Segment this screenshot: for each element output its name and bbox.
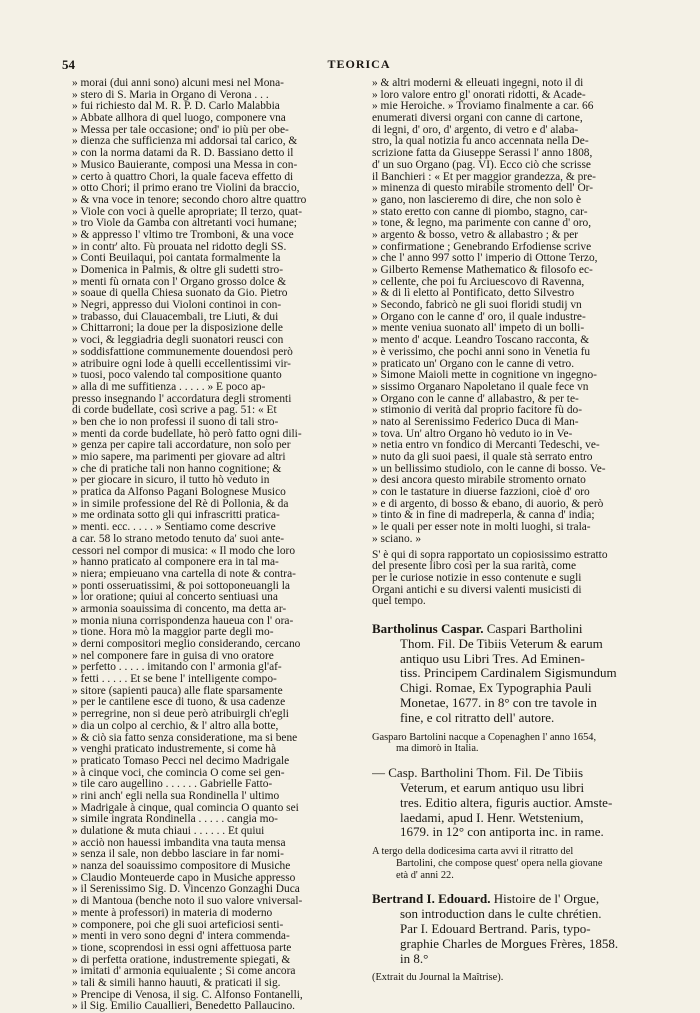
running-title: TEORICA (327, 57, 391, 71)
text-line: » armonia soauissima di concento, ma detta ar- (72, 603, 287, 615)
text-line: » con le tastature in diuerse fazzioni, cioè d' oro (372, 487, 590, 499)
text-line: del presente libro così per la sua rarità, come (372, 561, 576, 573)
entry-note-line: A tergo della dodicesima carta avvi il ritratto del (372, 846, 574, 858)
entry-title-line: tiss. Principem Cardinalem Sigismundum (400, 666, 617, 681)
right-column-quote (372, 78, 662, 546)
bibliography-entry (372, 766, 662, 881)
text-line: » soaue di quella Chiesa suonato da Gio. Pietro (72, 288, 288, 300)
text-line: » componere, poi che gli suoi arteficiosi senti- (72, 919, 284, 931)
text-line: » tinto & in fine di madreperla, & canna d' india; (372, 510, 595, 522)
text-line: » ben che io non professi il suono di tali stro- (72, 416, 279, 428)
entry-author: Bertrand I. Edouard. (372, 892, 491, 907)
text-line: » niera; empieuano vna cartella di note & contra- (72, 568, 296, 580)
entry-title-line: Thom. Fil. De Tibiis Veterum & earum (400, 636, 603, 651)
text-line: » & vna voce in tenore; secondo choro altre quattro (72, 194, 307, 206)
text-line: » monia niuna corrispondenza haueua con l' ora- (72, 615, 294, 627)
text-line: S' è qui di sopra rapportato un copiosissimo estratto (372, 549, 608, 561)
text-line: » dienza che sufficienza mi addorsai tal carico, & (72, 136, 298, 148)
text-line: » acciò non hauessi imbandita vna tauta mensa (72, 837, 286, 849)
text-line: » tuosi, poco valendo tal compositione quanto (72, 370, 282, 382)
closing-paragraph (372, 550, 662, 608)
text-line: » è verissimo, che pochi anni sono in Venetia fu (372, 346, 591, 358)
text-line: » un bellissimo studiolo, con le canne di bosso. Ve- (372, 463, 606, 475)
text-line: » Abbate allhora di quel luogo, componere vna (72, 113, 286, 125)
text-line: » praticato Tomaso Pecci nel decimo Madrigale (72, 755, 290, 767)
entry-note-line: Gasparo Bartolini nacque a Copenaghen l' anno 1654, (372, 731, 597, 743)
text-line: » imitati d' armonia equiualente ; Si come ancora (72, 966, 296, 978)
text-line: » Secondo, fabricò ne gli suoi floridi studij vn (372, 300, 582, 312)
text-line: » soddisfattione communemente douendosi però (72, 346, 293, 358)
text-line: » sciano. » (372, 533, 422, 545)
text-line: » ponti osseruatissimi, & poi sottoponeuangli la (72, 580, 290, 592)
text-line: » tione. Hora mò la maggior parte degli mo- (72, 627, 274, 639)
text-line: stro, la qual notizia fu anco accennata nella De- (372, 136, 589, 148)
entry-note-line: Bartolini, che compose quest' opera nella giovane (396, 857, 603, 869)
text-line: » con la norma datami da R. D. Bassiano detto il (72, 148, 294, 160)
text-line: » Conti Beuilaqui, poi cantata formalmente la (72, 253, 281, 265)
text-line: scrizione fatta da Giuseppe Serassi l' anno 1808, (372, 148, 593, 160)
page-header (62, 57, 656, 73)
right-column (372, 78, 662, 984)
text-line: » tile caro augellino . . . . . . Gabrielle Fatto- (72, 779, 273, 791)
text-line: quel tempo. (372, 596, 426, 608)
text-line: » loro valore entro gl' onorati ridotti, & Acade- (372, 89, 586, 101)
text-line: » confirmatione ; Genebrando Erfodiense scrive (372, 241, 592, 253)
entry-title-text: Histoire de l' Orgue, (490, 892, 600, 907)
text-line: Organi antichi e su diversi valenti musicisti di (372, 584, 582, 596)
text-line: » argento & bosso, vetro & allabastro ; & per (372, 229, 579, 241)
text-line: » tro Viole da Gamba con altretanti voci humane; (72, 218, 297, 230)
text-line: » il Sig. Emilio Cauallieri, Benedetto Pallaucino. (72, 1001, 296, 1013)
text-line: » genza per capire tali accordature, non solo per (72, 440, 291, 452)
text-line: » mente à professori) in materia di moderno (72, 907, 273, 919)
text-line: » morai (dui anni sono) alcuni mesi nel Mona- (72, 78, 284, 89)
text-line: » perfetto . . . . . imitando con l' armonia gl'af- (72, 662, 282, 674)
text-line: di corde budellate, così scrive a pag. 51: « Et (72, 405, 277, 417)
entry-title-line (372, 622, 662, 637)
text-line: » Chittarroni; la doue per la disposizione delle (72, 323, 283, 335)
entry-title-line: son introduction dans le culte chrétien. (400, 907, 602, 922)
entry-title-line: fine, e col ritratto dell' autore. (400, 710, 555, 725)
text-line: a car. 58 lo strano metodo tenuto da' suoi ante- (72, 533, 285, 545)
text-line: » menti fù ornata con l' Organo grosso dolce & (72, 276, 287, 288)
text-line: » dia un colpo al cerchio, & l' altro alla botte, (72, 720, 279, 732)
page-number: 54 (62, 57, 75, 72)
text-line: » perregrine, non si deue però atribuirgli ch'egli (72, 709, 289, 721)
text-line: » alla di me suffitienza . . . . . » E poco ap- (72, 381, 266, 393)
text-line: » senza il sale, non debbo lasciare in far nomi- (72, 849, 284, 861)
text-line: » lor oratione; quiui al concerto sentiuasi una (72, 592, 278, 604)
text-line: » trabasso, dui Clauacembali, tre Liuti, & dui (72, 311, 279, 323)
entry-note-line: ma dimorò in Italia. (396, 743, 479, 755)
text-line: enumerati diversi organi con canne di cartone, (372, 113, 583, 125)
text-line: » in simile professione del Rè di Pollonia, & da (72, 498, 289, 510)
text-line: » Negri, appresso dui Violoni continoi in con- (72, 300, 282, 312)
text-line: » sissimo Organaro Napoletano il quale fece vn (372, 381, 589, 393)
entry-title-line: — Casp. Bartholini Thom. Fil. De Tibiis (372, 766, 584, 781)
text-line: » cellente, che poi fu Arciuescovo di Ravenna, (372, 276, 585, 288)
entry-title-line: Par I. Edouard Bertrand. Paris, typo- (400, 922, 591, 937)
text-line: » tova. Un' altro Organo hò veduto io in Ve- (372, 428, 573, 440)
text-line: » otto Chori; il primo erano tre Violini da braccio, (72, 183, 300, 195)
text-line: » in contr' alto. Fù prouata nel ridotto degli SS. (72, 241, 287, 253)
text-line: » menti da corde budellate, hò però fatto ogni dili- (72, 428, 302, 440)
text-line: » Prencipe di Venosa, il sig. C. Alfonso Fontanelli, (72, 989, 303, 1001)
text-line: » mio sapere, ma parimenti per giovare ad altri (72, 452, 286, 463)
text-line: » per giocare in sicuro, il tutto hò veduto in (72, 475, 270, 487)
text-line: » simile ingrata Rondinella . . . . . cangia mo- (72, 814, 278, 826)
bibliography-entries (372, 622, 662, 984)
text-line: » minenza di questo mirabile stromento dell' Or- (372, 183, 594, 195)
text-line: » di perfetta oratione, industremente spiegati, & (72, 954, 291, 966)
text-line: cessori nel compor di musica: « Il modo che loro (72, 545, 296, 557)
text-line: » per le cantilene esce di tuono, & usa cadenze (72, 697, 286, 709)
text-line: » Messa per tale occasione; ond' io più per obe- (72, 124, 289, 136)
text-line: » venghi praticato industremente, si come hà (72, 744, 277, 756)
text-line: » voci, & leggiadria degli suonatori reusci con (72, 335, 284, 347)
text-line: » mento d' acque. Leandro Toscano racconta, & (372, 335, 590, 347)
text-line: » derni compositori meglio considerando, cercano (72, 639, 301, 650)
entry-title-line: Chigi. Romae, Ex Typographia Pauli (400, 681, 592, 696)
text-line: » mie Heroiche. » Troviamo finalmente a car. 66 (372, 101, 594, 113)
entry-title-line: 1679. in 12° con antiporta inc. in rame. (400, 825, 604, 840)
text-line: » Claudio Monteuerde capo in Musiche appresso (72, 872, 296, 884)
entry-title-line: graphie Charles de Morgues Frères, 1858. (400, 936, 619, 951)
text-line: di legni, d' oro, d' argento, di vetro e d' alaba- (372, 124, 579, 136)
text-line: » menti. ecc. . . . . » Sentiamo come descrive (72, 522, 276, 534)
text-line: » Organo con le canne d' oro, il quale industre- (372, 311, 586, 323)
text-line: » pratica da Alfonso Pagani Bolognese Musico (72, 487, 286, 499)
text-line: » tione, scoprendosi in essi ogni affettuosa parte (72, 942, 292, 954)
text-line: » tali & simili hanno hauuti, & praticati il sig. (72, 977, 281, 989)
text-line: » & ciò sia fatto senza consideratione, ma si bene (72, 732, 298, 744)
text-line: » fui richiesto dal M. R. P. D. Carlo Malabbia (72, 101, 280, 113)
entry-title-text: Caspari Bartholini (483, 621, 583, 636)
text-line: » & appresso l' vltimo tre Tromboni, & una voce (72, 229, 294, 241)
text-line: » Organo con le canne d' allabastro, & per te- (372, 393, 579, 405)
text-line: » atribuire ogni lode à quelli eccellentissimi vir- (72, 358, 291, 370)
text-line: » praticato un' Organo con le canne di vetro. (372, 358, 575, 370)
text-line: » nel componere fare in guisa di vno oratore (72, 650, 274, 662)
text-line: » le quali per esser note in molti luoghi, si trala- (372, 522, 591, 534)
text-line: » fetti . . . . . Et se bene l' intelligente compo- (72, 674, 277, 686)
text-line: » & di lì eletto al Pontificato, detto Silvestro (372, 288, 575, 300)
bibliography-entry (372, 892, 662, 984)
entry-title-line: Veterum, et earum antiquo usu libri (400, 780, 585, 795)
text-line: » Musico Bauierante, composi una Messa in con- (72, 159, 298, 171)
text-line: » Simone Maioli mette in cognitione vn ingegno- (372, 370, 597, 382)
text-line: » nanza del soauissimo compositore di Musiche (72, 861, 291, 873)
text-line: il Banchieri : « Et per maggior grandezza, & pre- (372, 171, 596, 183)
text-line: » di Mantoua (benche noto il suo valore vniversal- (72, 896, 303, 908)
text-line: » dulatione & muta chiaui . . . . . . Et quiui (72, 826, 265, 837)
entry-title-line (372, 892, 662, 907)
text-line: » stato eretto con canne di piombo, stagno, car- (372, 206, 588, 218)
text-line: » me ordinata sotto gli qui infrascritti pratica- (72, 510, 280, 522)
text-line: » menti in vero sono degni d' intera commenda- (72, 931, 290, 943)
text-line: » & altri moderni & elleuati ingegni, noto il di (372, 78, 584, 89)
text-line: » nato al Serenissimo Federico Duca di Man- (372, 416, 579, 428)
entry-title-line: laedami, apud I. Henr. Wetstenium, (400, 810, 584, 825)
entry-title-line: tres. Editio altera, figuris auctior. Amste- (400, 795, 613, 810)
text-line: » gano, non lascieremo di dire, che non solo è (372, 194, 582, 206)
text-line: » Gilberto Remense Mathematico & filosofo ec- (372, 265, 593, 276)
text-line: » hanno praticato al componere era in tal ma- (72, 557, 279, 569)
text-line: » stero di S. Maria in Organo di Verona . . . (72, 89, 269, 101)
entry-title-line: in 8.° (400, 951, 429, 966)
text-line: » nuto da gli suoi paesi, il quale stà serrato entro (372, 452, 593, 463)
left-column (72, 78, 360, 1013)
text-line: » certo à quattro Chori, la quale faceva effetto di (72, 171, 294, 183)
text-line: » Domenica in Palmis, & oltre gli sudetti stro- (72, 265, 284, 276)
text-line: » sitore (sapienti pauca) alle flate sparsamente (72, 685, 283, 697)
text-line: » desi ancora questo mirabile stromento ornato (372, 475, 586, 487)
entry-author: Bartholinus Caspar. (372, 621, 484, 636)
entry-note-line: (Extrait du Journal la Maîtrise). (372, 972, 504, 984)
entry-title-line: Monetae, 1677. in 8° con tre tavole in (400, 695, 597, 710)
text-line: » che di pratiche tali non hanno cognitione; & (72, 463, 282, 475)
text-line: » à cinque voci, che comincia O come sei gen- (72, 767, 285, 779)
entry-note-line: età d' anni 22. (396, 869, 454, 881)
text-line: » rini anch' egli nella sua Rondinella l' ultimo (72, 790, 280, 802)
text-line: » tone, & legno, ma parimente con canne d' oro, (372, 218, 592, 230)
text-line: » il Serenissimo Sig. D. Vincenzo Gonzaghi Duca (72, 884, 300, 896)
text-line: » netia entro vn fondico di Mercanti Tedeschi, ve- (372, 440, 600, 452)
text-line: » stimonio di verità dal proprio facitore fù do- (372, 405, 583, 417)
text-line: » che l' anno 997 sotto l' imperio di Ottone Terzo, (372, 253, 598, 265)
entry-title-line: antiquo usu Libri Tres. Ad Eminen- (400, 651, 585, 666)
text-line: d' un suo Organo (pag. VI). Ecco ciò che scrisse (372, 159, 591, 171)
text-line: per le curiose notizie in esso contenute e sugli (372, 572, 582, 584)
text-line: » e di argento, di bosso & ebano, di auorio, & però (372, 498, 604, 510)
bibliography-entry (372, 622, 662, 755)
text-line: presso insegnando l' accordatura degli stromenti (72, 393, 292, 405)
text-line: » Viole con voci à quelle apropriate; Il terzo, quat- (72, 206, 302, 218)
text-line: » mente veniua suonato all' impeto di un bolli- (372, 323, 585, 335)
text-line: » Madrigale à cinque, qual comincia O quanto sei (72, 802, 299, 814)
